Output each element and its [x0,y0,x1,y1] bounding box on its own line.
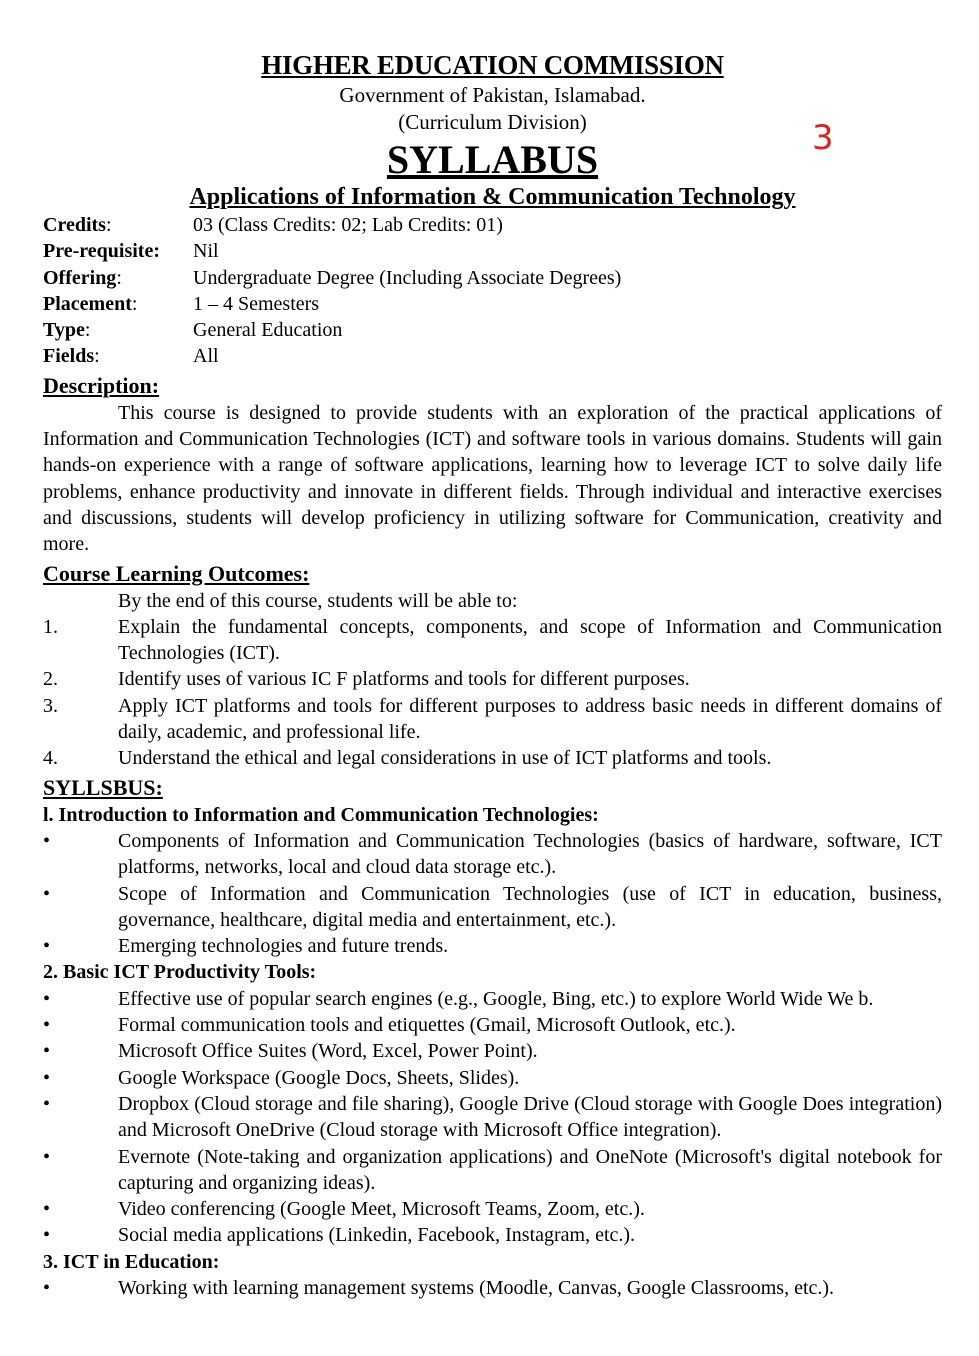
list-item [43,666,942,692]
meta-row [43,317,942,343]
meta-value: 03 (Class Credits: 02; Lab Credits: 01) [193,214,503,236]
outcomes-list [43,614,942,772]
meta-row [43,291,942,317]
list-item [43,1196,942,1222]
unit-title: 2. Basic ICT Productivity Tools: [43,961,317,984]
item-text: Explain the fundamental concepts, components, and scope of Information and Communication Technologies (ICT). [118,615,942,665]
unit-list [43,828,942,959]
list-item [43,1065,942,1091]
document-title: SYLLABUS [386,137,599,182]
item-text: Identify uses of various IC F platforms and tools for different purposes. [118,668,690,691]
meta-sep: : [116,266,122,289]
syllabus-document [43,48,942,1301]
meta-value: General Education [193,319,343,342]
list-item [43,1091,942,1144]
item-text: Emerging technologies and future trends. [118,935,449,958]
syllabus-heading: SYLLSBUS: [43,774,163,800]
meta-sep: : [105,214,112,236]
course-title: Applications of Information & Communication Technology [189,184,796,210]
bullet: • [43,987,51,1010]
outcomes-intro: By the end of this course, students will be able to: [118,589,518,612]
meta-key: Placement [43,292,132,315]
list-item [43,828,942,881]
meta-row [43,238,942,264]
item-text: Video conferencing (Google Meet, Microsoft Teams, Zoom, etc.). [118,1198,645,1221]
item-text: Scope of Information and Communication Technologies (use of ICT in education, business, governance, healthcare, digital media and entertainment, etc.). [118,882,942,931]
list-item [43,986,942,1012]
division-line: (Curriculum Division) [398,110,587,134]
meta-sep: : [84,319,91,342]
item-number: 2. [43,668,58,691]
meta-value: 1 – 4 Semesters [193,292,320,315]
meta-row [43,212,942,238]
item-text: Working with learning management systems (Moodle, Canvas, Google Classrooms, etc.). [118,1276,835,1299]
item-number: 1. [43,615,58,638]
page-number: 3 [812,118,834,158]
course-meta [43,212,942,370]
meta-key: Fields [43,345,95,368]
meta-key: Pre-requisite: [43,240,161,263]
item-text: Components of Information and Communication Technologies (basics of hardware, software, ICT platforms, networks, local and cloud data storage etc.). [118,829,942,879]
meta-value: All [193,345,219,368]
list-item [43,881,942,934]
meta-key: Credits [43,214,106,236]
bullet: • [43,935,51,958]
description-heading: Description: [43,372,160,398]
item-text: Understand the ethical and legal considerations in use of ICT platforms and tools. [118,747,772,770]
meta-value: Undergraduate Degree (Including Associate Degrees) [193,266,622,289]
item-number: 4. [43,747,58,770]
bullet: • [43,1014,51,1037]
unit-title: l. Introduction to Information and Communication Technologies: [43,803,599,826]
meta-row [43,343,942,369]
unit-list [43,986,942,1249]
list-item [43,614,942,667]
item-text: Google Workspace (Google Docs, Sheets, Slides). [118,1066,520,1089]
bullet: • [43,1276,51,1299]
meta-key: Offering [43,266,117,289]
item-text: Social media applications (Linkedin, Facebook, Instagram, etc.). [118,1224,636,1247]
meta-sep: : [131,292,138,315]
description-text: This course is designed to provide students with an exploration of the practical applications of Information and Communication Technologies (ICT) and software tools in various domains. Students will gain hands-on experience with a range of software applications, learning how to leverage ICT to solve daily life problems, enhance productivity and innovate in different fields. Through individual and interactive exercises and discussions, students will develop proficiency in utilizing software for Communication, creativity and more. [43,401,942,556]
bullet: • [43,882,51,905]
bullet: • [43,1198,51,1221]
meta-sep: : [94,345,100,368]
item-text: Formal communication tools and etiquettes (Gmail, Microsoft Outlook, etc.). [118,1014,736,1037]
bullet: • [43,829,51,852]
item-text: Dropbox (Cloud storage and file sharing), Google Drive (Cloud storage with Google Does integration) and Microsoft OneDrive (Cloud storage with Microsoft Office integration). [118,1092,942,1142]
list-item [43,933,942,959]
unit-title: 3. ICT in Education: [43,1250,220,1273]
item-text: Effective use of popular search engines (e.g., Google, Bing, etc.) to explore World Wide We b. [118,987,874,1010]
item-text: Apply ICT platforms and tools for different purposes to address basic needs in different domains of daily, academic, and professional life. [118,694,942,744]
list-item [43,693,942,746]
meta-value: Nil [193,240,219,263]
bullet: • [43,1145,51,1168]
list-item [43,1038,942,1064]
bullet: • [43,1066,51,1089]
list-item [43,1222,942,1248]
list-item [43,745,942,771]
meta-row [43,265,942,291]
list-item [43,1144,942,1197]
meta-key: Type [43,319,85,342]
bullet: • [43,1224,51,1247]
item-text: Evernote (Note-taking and organization applications) and OneNote (Microsoft's digital notebook for capturing and organizing ideas). [118,1145,942,1194]
org-title: HIGHER EDUCATION COMMISSION [261,50,724,80]
item-number: 3. [43,694,58,717]
government-line: Government of Pakistan, Islamabad. [339,83,646,107]
list-item [43,1012,942,1038]
bullet: • [43,1092,51,1115]
item-text: Microsoft Office Suites (Word, Excel, Power Point). [118,1040,538,1063]
outcomes-heading: Course Learning Outcomes: [43,560,310,586]
unit-list [43,1275,942,1301]
bullet: • [43,1040,51,1063]
list-item [43,1275,942,1301]
